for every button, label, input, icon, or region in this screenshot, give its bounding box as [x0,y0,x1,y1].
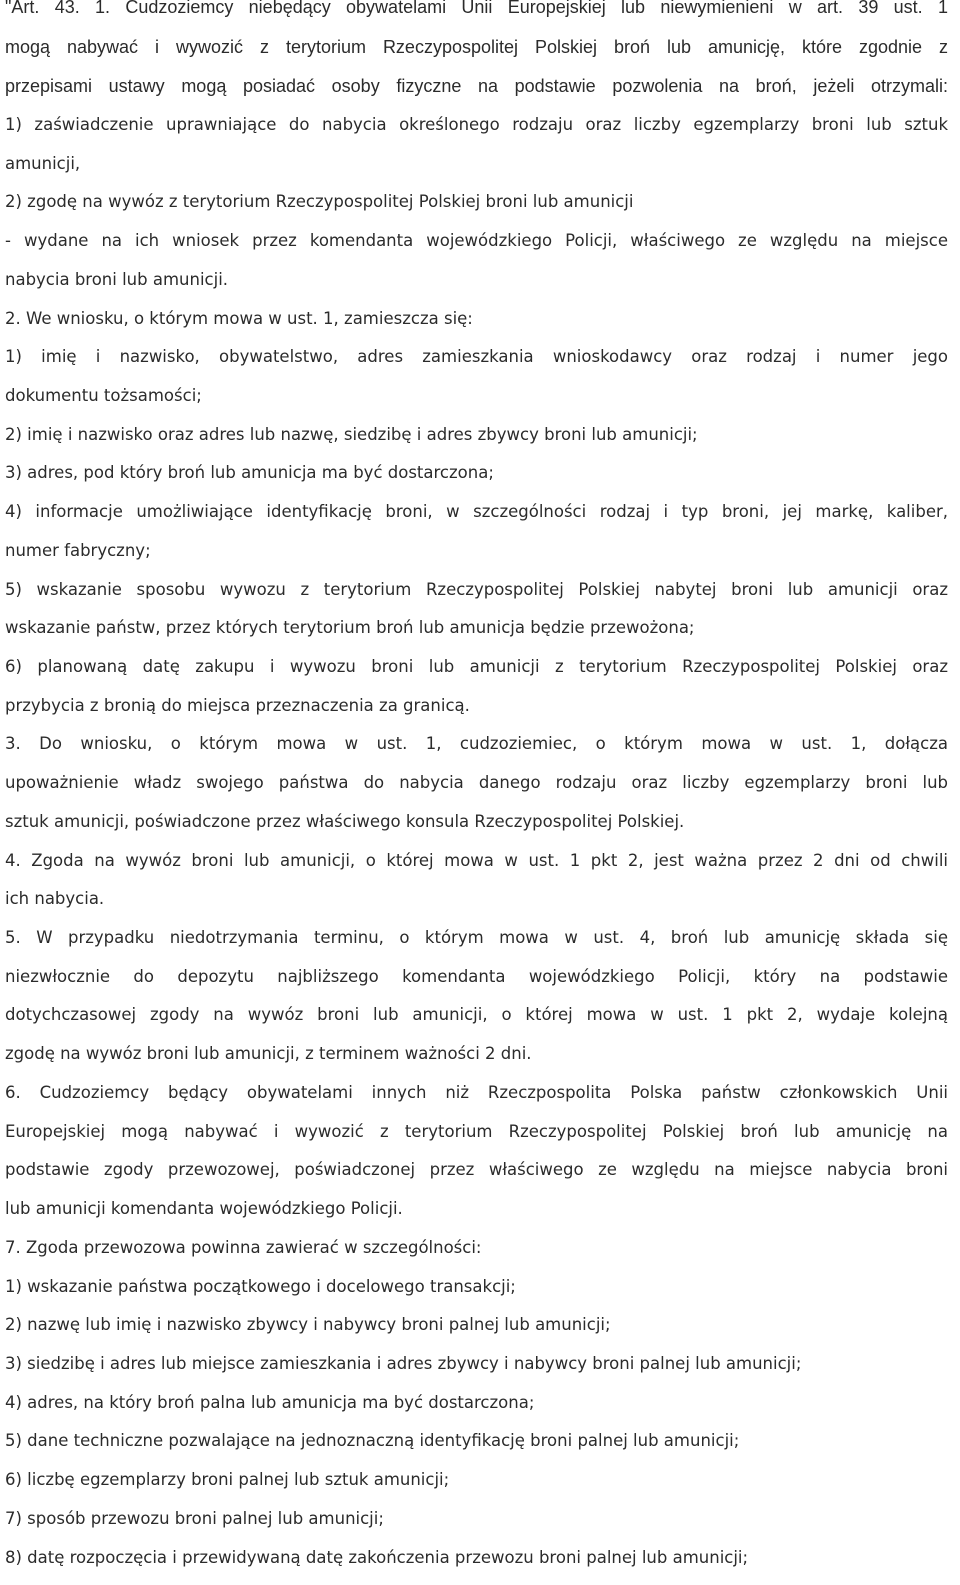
text-line: 3) siedzibę i adres lub miejsce zamieszkania i adres zbywcy i nabywcy broni palnej lub amunicji; [5,1354,802,1373]
text-line: 4) adres, na który broń palna lub amunicja ma być dostarczona; [5,1393,535,1412]
text-line: dokumentu tożsamości; [5,386,202,405]
text-line: 1) wskazanie państwa początkowego i docelowego transakcji; [5,1277,516,1296]
text-line: 2) nazwę lub imię i nazwisko zbywcy i nabywcy broni palnej lub amunicji; [5,1315,611,1334]
text-line: Europejskiej mogą nabywać i wywozić z terytorium Rzeczypospolitej Polskiej broń lub amunicję na [5,1122,948,1141]
text-line: lub amunicji komendanta wojewódzkiego Policji. [5,1199,403,1218]
text-line: ich nabycia. [5,889,105,908]
text-line: 7) sposób przewozu broni palnej lub amunicji; [5,1509,384,1528]
text-line: wskazanie państw, przez których terytorium broń lub amunicja będzie przewożona; [5,618,695,637]
text-line: 4) informacje umożliwiające identyfikację broni, w szczególności rodzaj i typ broni, jej markę, kaliber, [5,502,948,521]
text-line: 1) zaświadczenie uprawniające do nabycia określonego rodzaju oraz liczby egzemplarzy broni lub sztuk [5,115,948,134]
text-line: 1) imię i nazwisko, obywatelstwo, adres zamieszkania wnioskodawcy oraz rodzaj i numer jego [5,347,948,366]
text-line: 5. W przypadku niedotrzymania terminu, o którym mowa w ust. 4, broń lub amunicję składa się [5,928,948,947]
text-line: 3. Do wniosku, o którym mowa w ust. 1, cudzoziemiec, o którym mowa w ust. 1, dołącza [5,734,948,753]
text-line: dotychczasowej zgody na wywóz broni lub amunicji, o której mowa w ust. 1 pkt 2, wydaje kolejną [5,1005,948,1024]
text-line: "Art. 43. 1. Cudzoziemcy niebędący obywatelami Unii Europejskiej lub niewymienieni w art. 39 ust. 1 [5,0,948,17]
text-line: przybycia z bronią do miejsca przeznaczenia za granicą. [5,696,470,715]
text-line: nabycia broni lub amunicji. [5,270,229,289]
text-line: podstawie zgody przewozowej, poświadczonej przez właściwego ze względu na miejsce nabycia broni [5,1160,948,1179]
text-line: 7. Zgoda przewozowa powinna zawierać w szczególności: [5,1238,482,1257]
text-line: 6. Cudzoziemcy będący obywatelami innych niż Rzeczpospolita Polska państw członkowskich Unii [5,1083,948,1102]
text-line: amunicji, [5,154,81,173]
text-line: przepisami ustawy mogą posiadać osoby fizyczne na podstawie pozwolenia na broń, jeżeli otrzymali: [5,76,948,96]
text-line: niezwłocznie do depozytu najbliższego komendanta wojewódzkiego Policji, który na podstawie [5,967,948,986]
text-line: numer fabryczny; [5,541,151,560]
text-line: mogą nabywać i wywozić z terytorium Rzeczypospolitej Polskiej broń lub amunicję, które zgodnie z [5,37,948,57]
text-line: 6) liczbę egzemplarzy broni palnej lub sztuk amunicji; [5,1470,450,1489]
text-line: 2) imię i nazwisko oraz adres lub nazwę, siedzibę i adres zbywcy broni lub amunicji; [5,425,698,444]
text-line: 3) adres, pod który broń lub amunicja ma być dostarczona; [5,463,494,482]
text-line: upoważnienie władz swojego państwa do nabycia danego rodzaju oraz liczby egzemplarzy broni lub [5,773,948,792]
text-line: 2) zgodę na wywóz z terytorium Rzeczypospolitej Polskiej broni lub amunicji [5,192,634,211]
text-line: 6) planowaną datę zakupu i wywozu broni lub amunicji z terytorium Rzeczypospolitej Polskiej oraz [5,657,948,676]
text-line: - wydane na ich wniosek przez komendanta wojewódzkiego Policji, właściwego ze względu na miejsce [5,231,948,250]
text-line: 2. We wniosku, o którym mowa w ust. 1, zamieszcza się: [5,309,473,328]
text-line: 5) wskazanie sposobu wywozu z terytorium Rzeczypospolitej Polskiej nabytej broni lub amunicji oraz [5,580,948,599]
text-line: sztuk amunicji, poświadczone przez właściwego konsula Rzeczypospolitej Polskiej. [5,812,685,831]
text-line: 5) dane techniczne pozwalające na jednoznaczną identyfikację broni palnej lub amunicji; [5,1431,740,1450]
text-line: 4. Zgoda na wywóz broni lub amunicji, o której mowa w ust. 1 pkt 2, jest ważna przez 2 dni od chwili [5,851,948,870]
text-line: 8) datę rozpoczęcia i przewidywaną datę zakończenia przewozu broni palnej lub amunicji; [5,1548,749,1567]
text-line: zgodę na wywóz broni lub amunicji, z terminem ważności 2 dni. [5,1044,532,1063]
